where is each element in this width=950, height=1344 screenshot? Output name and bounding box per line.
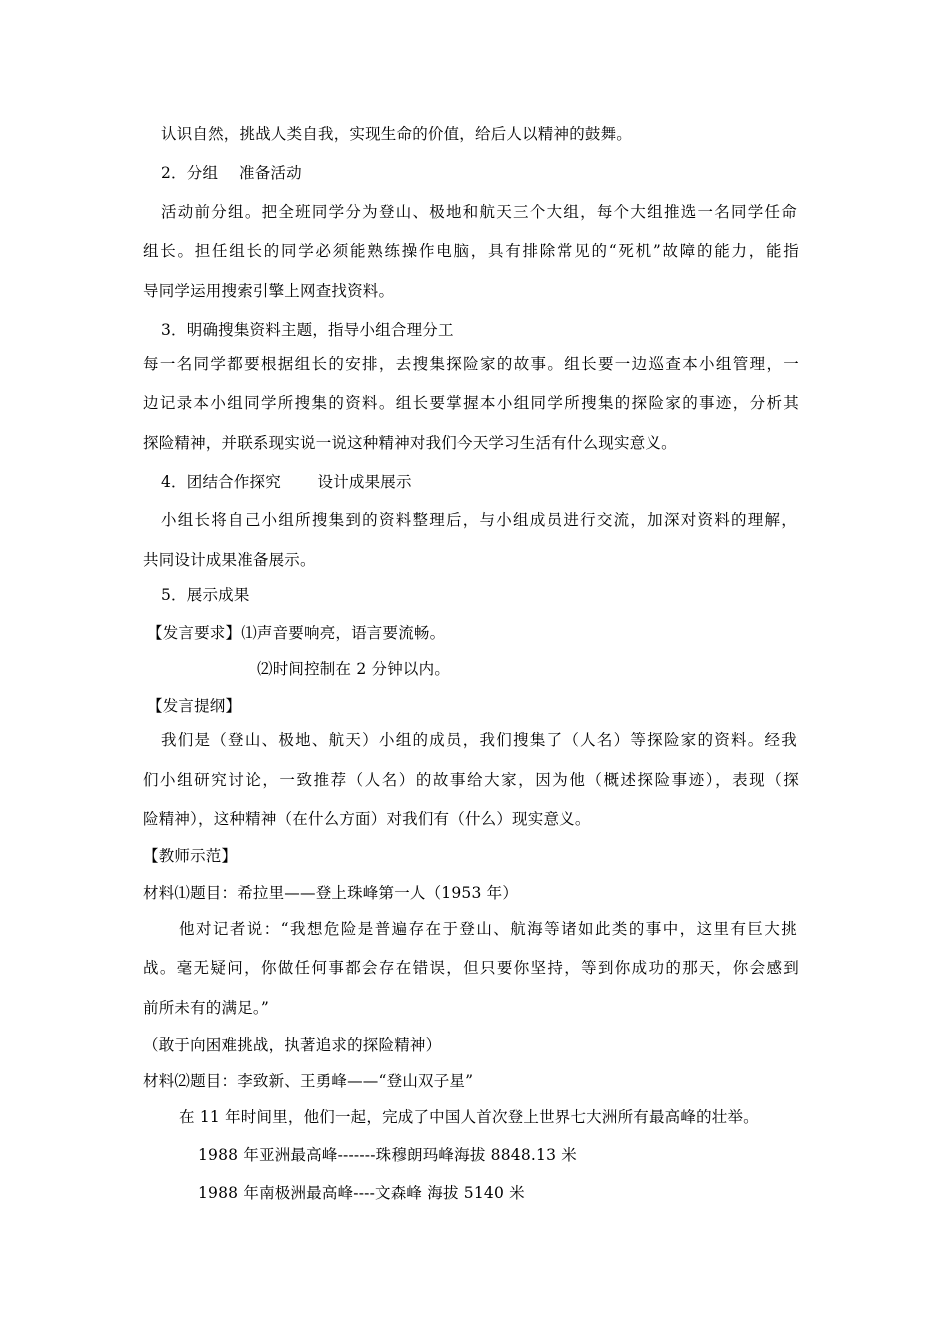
speech-requirement-2: ⑵时间控制在 2 分钟以内。 <box>257 660 451 678</box>
teacher-demo-heading: 【教师示范】 <box>143 847 238 865</box>
paragraph-line: 在 11 年时间里，他们一起，完成了中国人首次登上世界七大洲所有最高峰的壮举。 <box>179 1108 759 1126</box>
section-heading-3: 3．明确搜集资料主题，指导小组合理分工 <box>161 321 454 339</box>
paragraph-line: 战。毫无疑问，你做任何事都会存在错误，但只要你坚持，等到你成功的那天，你会感到 <box>143 959 799 977</box>
speech-requirement-1: 【发言要求】⑴声音要响亮，语言要流畅。 <box>147 624 446 642</box>
paragraph-line: 险精神），这种精神（在什么方面）对我们有（什么）现实意义。 <box>143 810 591 828</box>
paragraph-line: 前所未有的满足。” <box>143 999 269 1017</box>
paragraph-line: 我们是（登山、极地、航天）小组的成员，我们搜集了（人名）等探险家的资料。经我 <box>161 731 797 749</box>
paragraph-line: 认识自然，挑战人类自我，实现生命的价值，给后人以精神的鼓舞。 <box>161 125 633 143</box>
material-2-title: 材料⑵题目：李致新、王勇峰——“登山双子星” <box>143 1072 474 1090</box>
paragraph-line: 共同设计成果准备展示。 <box>143 551 316 569</box>
paragraph-line: 活动前分组。把全班同学分为登山、极地和航天三个大组，每个大组推选一名同学任命 <box>161 203 797 221</box>
paragraph-line: 他对记者说：“我想危险是普遍存在于登山、航海等诸如此类的事中，这里有巨大挑 <box>179 920 797 938</box>
paragraph-line: 们小组研究讨论，一致推荐（人名）的故事给大家，因为他（概述探险事迹），表现（探 <box>143 771 799 789</box>
section-heading-2: 2．分组 准备活动 <box>161 164 302 182</box>
summit-record: 1988 年南极洲最高峰----文森峰 海拔 5140 米 <box>198 1184 525 1202</box>
material-1-title: 材料⑴题目：希拉里——登上珠峰第一人（1953 年） <box>143 884 519 902</box>
section-heading-5: 5．展示成果 <box>161 586 250 604</box>
speech-outline-heading: 【发言提纲】 <box>147 697 242 715</box>
summit-record: 1988 年亚洲最高峰-------珠穆朗玛峰海拔 8848.13 米 <box>198 1146 577 1164</box>
paragraph-line: 小组长将自己小组所搜集到的资料整理后，与小组成员进行交流，加深对资料的理解， <box>161 511 797 529</box>
section-heading-4: 4．团结合作探究 设计成果展示 <box>161 473 412 491</box>
material-1-note: （敢于向困难挑战，执著追求的探险精神） <box>143 1036 442 1054</box>
paragraph-line: 探险精神，并联系现实说一说这种精神对我们今天学习生活有什么现实意义。 <box>143 434 677 452</box>
paragraph-line: 组长。担任组长的同学必须能熟练操作电脑，具有排除常见的“死机”故障的能力，能指 <box>143 242 799 260</box>
paragraph-line: 每一名同学都要根据组长的安排，去搜集探险家的故事。组长要一边巡查本小组管理，一 <box>143 355 799 373</box>
paragraph-line: 导同学运用搜索引擎上网查找资料。 <box>143 282 395 300</box>
paragraph-line: 边记录本小组同学所搜集的资料。组长要掌握本小组同学所搜集的探险家的事迹，分析其 <box>143 394 799 412</box>
